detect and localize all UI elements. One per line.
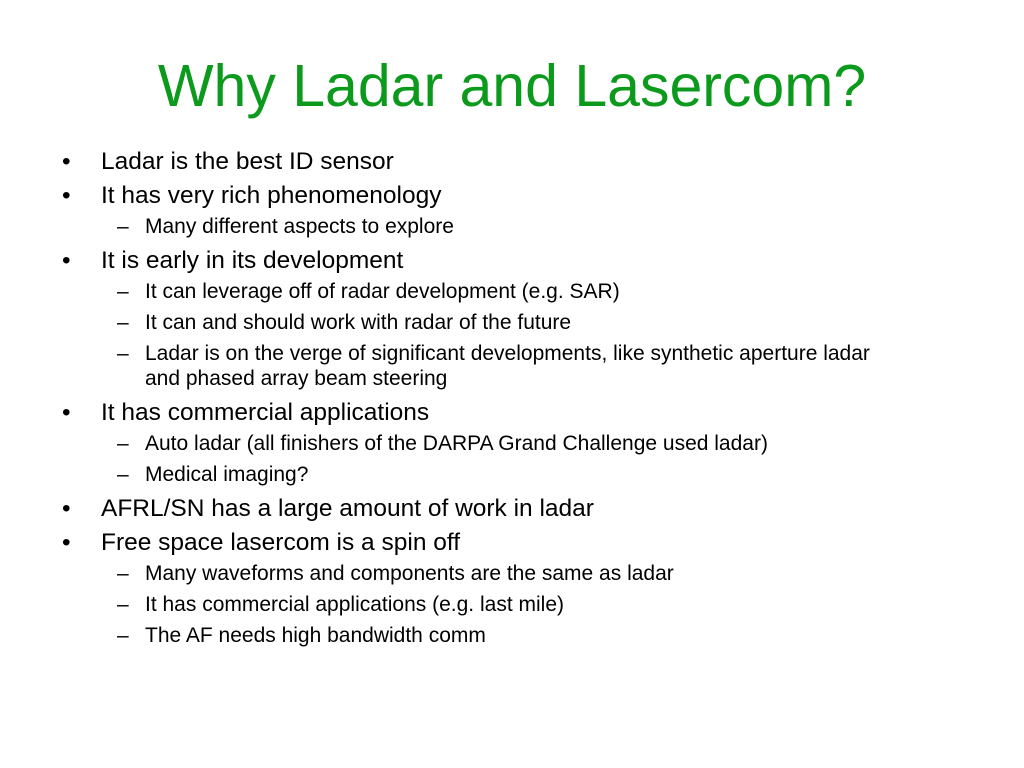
bullet-marker: • (62, 399, 71, 426)
bullet-text: It has commercial applications (101, 399, 430, 426)
sub-bullet-marker: – (117, 593, 129, 616)
bullet-list (0, 146, 1024, 654)
bullet-marker: • (62, 148, 71, 175)
sub-bullet-marker: – (117, 215, 129, 238)
sub-bullet-text: The AF needs high bandwidth comm (145, 624, 486, 647)
slide-title: Why Ladar and Lasercom? (157, 53, 867, 119)
sub-bullet-item (0, 561, 1024, 586)
sub-bullet-item (0, 341, 1024, 391)
bullet-marker: • (62, 495, 71, 522)
bullet-marker: • (62, 247, 71, 274)
sub-bullet-text: Ladar is on the verge of significant developments, like synthetic aperture ladar and phased array beam steering (145, 342, 870, 390)
sub-bullet-text: Many waveforms and components are the same as ladar (145, 562, 674, 585)
sub-bullet-marker: – (117, 624, 129, 647)
sub-bullet-text: Auto ladar (all finishers of the DARPA Grand Challenge used ladar) (145, 432, 768, 455)
sub-bullet-item (0, 592, 1024, 617)
bullet-item (0, 527, 1024, 558)
sub-bullet-text: It can leverage off of radar development (e.g. SAR) (145, 280, 620, 303)
bullet-item (0, 146, 1024, 177)
sub-bullet-item (0, 623, 1024, 648)
sub-bullet-marker: – (117, 562, 129, 585)
sub-bullet-text: It can and should work with radar of the future (145, 311, 572, 334)
bullet-item (0, 245, 1024, 276)
bullet-item (0, 493, 1024, 524)
sub-bullet-text: Medical imaging? (145, 463, 309, 486)
sub-bullet-text: It has commercial applications (e.g. last mile) (145, 593, 564, 616)
sub-bullet-marker: – (117, 280, 129, 303)
sub-bullet-item (0, 462, 1024, 487)
bullet-text: Ladar is the best ID sensor (101, 148, 394, 175)
sub-bullet-text: Many different aspects to explore (145, 215, 454, 238)
sub-bullet-marker: – (117, 463, 129, 486)
sub-bullet-item (0, 279, 1024, 304)
bullet-text: It has very rich phenomenology (101, 182, 442, 209)
bullet-item (0, 397, 1024, 428)
sub-bullet-marker: – (117, 432, 129, 455)
sub-bullet-marker: – (117, 342, 129, 365)
sub-bullet-item (0, 431, 1024, 456)
bullet-marker: • (62, 529, 71, 556)
sub-bullet-item (0, 214, 1024, 239)
bullet-text: It is early in its development (101, 247, 404, 274)
bullet-text: Free space lasercom is a spin off (101, 529, 461, 556)
bullet-item (0, 180, 1024, 211)
sub-bullet-marker: – (117, 311, 129, 334)
bullet-text: AFRL/SN has a large amount of work in ladar (101, 495, 594, 522)
sub-bullet-item (0, 310, 1024, 335)
bullet-marker: • (62, 182, 71, 209)
